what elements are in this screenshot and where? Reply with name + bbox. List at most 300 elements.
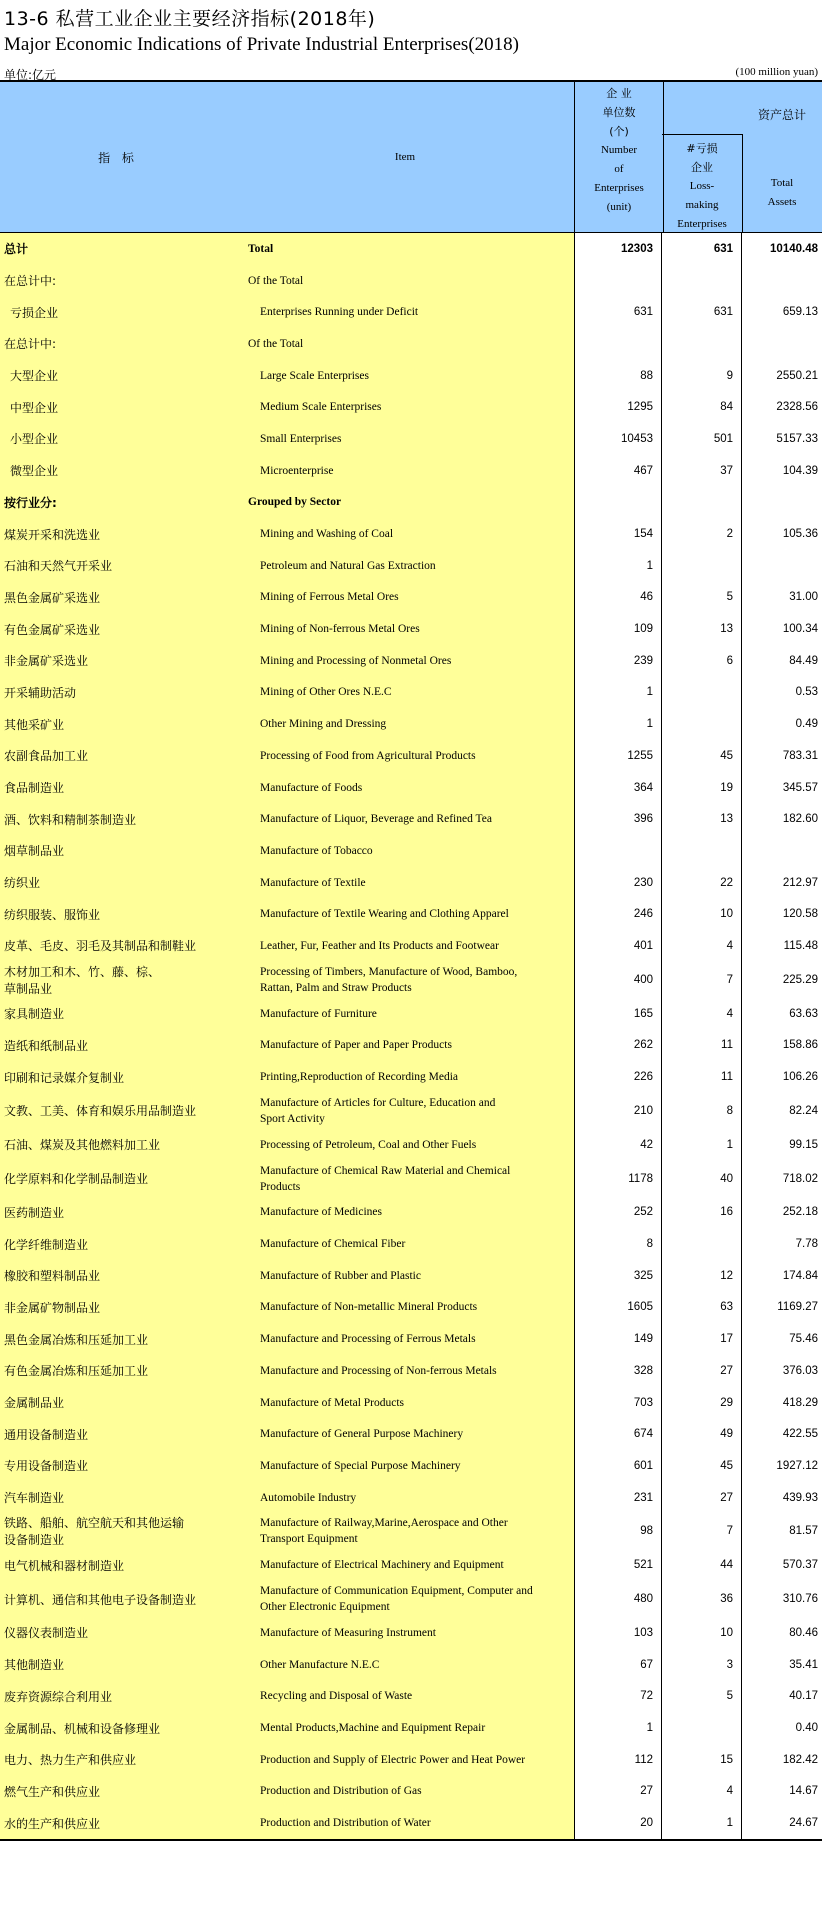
header-num-enterprises-line: 企 业 xyxy=(606,87,632,100)
table-row xyxy=(0,1681,822,1713)
row-total-assets xyxy=(742,550,822,582)
row-item-en: Large Scale Enterprises xyxy=(236,360,574,392)
row-total-assets: 81.57 xyxy=(789,1525,818,1538)
row-total-assets: 310.76 xyxy=(782,1593,818,1606)
table-row xyxy=(0,328,822,360)
row-indicator-cn: 微型企业 xyxy=(0,455,236,487)
table-row xyxy=(0,1355,822,1387)
row-loss-making: 4 xyxy=(662,1776,742,1808)
header-num-enterprises-line: of xyxy=(614,163,624,175)
row-total-assets: 783.31 xyxy=(782,749,818,762)
row-item-en: Production and Distribution of Water xyxy=(236,1807,574,1839)
row-loss-making: 45 xyxy=(662,1450,742,1482)
row-item-en: Small Enterprises xyxy=(236,423,574,455)
row-total-assets: 2328.56 xyxy=(776,401,818,414)
row-item-en: Manufacture of General Purpose Machinery xyxy=(236,1418,574,1450)
row-num-enterprises: 325 xyxy=(574,1260,662,1292)
row-num-enterprises xyxy=(574,835,662,867)
header-loss-making-line: 企业 xyxy=(691,161,713,174)
row-loss-making xyxy=(662,550,742,582)
row-num-enterprises: 103 xyxy=(574,1617,662,1649)
row-loss-making: 49 xyxy=(662,1418,742,1450)
row-indicator-cn: 其他制造业 xyxy=(0,1649,236,1681)
row-item-en: Processing of Timbers, Manufacture of Wood, Bamboo, Rattan, Palm and Straw Products xyxy=(236,962,574,998)
row-total-assets: 80.46 xyxy=(789,1626,818,1639)
row-loss-making: 27 xyxy=(662,1482,742,1514)
row-num-enterprises: 112 xyxy=(574,1744,662,1776)
row-loss-making xyxy=(662,328,742,360)
row-total-assets: 35.41 xyxy=(789,1658,818,1671)
row-num-enterprises: 42 xyxy=(574,1129,662,1161)
table-row xyxy=(0,1776,822,1808)
row-num-enterprises: 149 xyxy=(574,1323,662,1355)
row-indicator-cn: 纺织业 xyxy=(0,867,236,899)
row-indicator-cn: 化学原料和化学制品制造业 xyxy=(0,1161,236,1197)
row-item-en: Manufacture of Furniture xyxy=(236,998,574,1030)
header-total-assets-en-line: Total xyxy=(770,177,794,189)
row-num-enterprises: 109 xyxy=(574,613,662,645)
row-indicator-cn: 金属制品业 xyxy=(0,1387,236,1419)
row-indicator-cn: 烟草制品业 xyxy=(0,835,236,867)
row-loss-making: 631 xyxy=(662,296,742,328)
row-total-assets: 174.84 xyxy=(782,1269,818,1282)
row-num-enterprises: 20 xyxy=(574,1807,662,1839)
row-num-enterprises: 262 xyxy=(574,1030,662,1062)
header-num-enterprises-line: Number xyxy=(600,144,638,156)
row-total-assets: 106.26 xyxy=(782,1071,818,1084)
row-total-assets: 120.58 xyxy=(782,908,818,921)
table-row xyxy=(0,1807,822,1839)
row-loss-making: 15 xyxy=(662,1744,742,1776)
row-total-assets: 570.37 xyxy=(782,1559,818,1572)
row-total-assets: 75.46 xyxy=(789,1333,818,1346)
row-loss-making: 13 xyxy=(662,803,742,835)
row-item-en: Grouped by Sector xyxy=(236,487,574,519)
row-indicator-cn: 按行业分: xyxy=(0,487,236,519)
row-num-enterprises: 252 xyxy=(574,1197,662,1229)
table-row xyxy=(0,962,822,998)
row-item-en: Manufacture of Textile xyxy=(236,867,574,899)
row-total-assets: 5157.33 xyxy=(776,432,818,445)
page-title-en: Major Economic Indications of Private Industrial Enterprises(2018) xyxy=(4,34,519,55)
row-indicator-cn: 电力、热力生产和供应业 xyxy=(0,1744,236,1776)
row-loss-making: 11 xyxy=(662,1061,742,1093)
row-loss-making: 29 xyxy=(662,1387,742,1419)
row-num-enterprises: 12303 xyxy=(574,233,662,265)
row-indicator-cn: 专用设备制造业 xyxy=(0,1450,236,1482)
row-indicator-cn: 医药制造业 xyxy=(0,1197,236,1229)
row-num-enterprises: 210 xyxy=(574,1093,662,1129)
table-row xyxy=(0,1450,822,1482)
row-item-en: Mining of Non-ferrous Metal Ores xyxy=(236,613,574,645)
table-row xyxy=(0,1581,822,1617)
table-row xyxy=(0,1323,822,1355)
row-loss-making: 1 xyxy=(662,1129,742,1161)
row-item-en: Manufacture of Electrical Machinery and Equipment xyxy=(236,1549,574,1581)
row-item-en: Production and Distribution of Gas xyxy=(236,1776,574,1808)
row-loss-making: 6 xyxy=(662,645,742,677)
row-loss-making: 7 xyxy=(662,962,742,998)
unit-label-cn: 单位:亿元 xyxy=(4,68,57,82)
row-total-assets: 84.49 xyxy=(789,654,818,667)
row-num-enterprises: 400 xyxy=(574,962,662,998)
row-indicator-cn: 橡胶和塑料制品业 xyxy=(0,1260,236,1292)
row-num-enterprises: 631 xyxy=(574,296,662,328)
row-num-enterprises xyxy=(574,265,662,297)
row-loss-making: 5 xyxy=(662,1681,742,1713)
row-item-en: Mining and Processing of Nonmetal Ores xyxy=(236,645,574,677)
row-num-enterprises: 10453 xyxy=(574,423,662,455)
row-loss-making: 45 xyxy=(662,740,742,772)
row-total-assets: 376.03 xyxy=(782,1364,818,1377)
row-total-assets: 0.53 xyxy=(795,686,818,699)
header-total-assets-cn: 资产总计 xyxy=(757,108,806,122)
table-row xyxy=(0,645,822,677)
row-indicator-cn: 非金属矿物制品业 xyxy=(0,1292,236,1324)
table-row xyxy=(0,1617,822,1649)
table-row xyxy=(0,1030,822,1062)
row-item-en: Manufacture of Special Purpose Machinery xyxy=(236,1450,574,1482)
row-indicator-cn: 计算机、通信和其他电子设备制造业 xyxy=(0,1581,236,1617)
row-total-assets: 1927.12 xyxy=(776,1459,818,1472)
row-loss-making: 17 xyxy=(662,1323,742,1355)
row-loss-making: 10 xyxy=(662,1617,742,1649)
header-num-enterprises xyxy=(574,82,664,232)
row-num-enterprises: 98 xyxy=(574,1513,662,1549)
row-total-assets: 115.48 xyxy=(783,939,818,952)
row-num-enterprises xyxy=(574,328,662,360)
row-indicator-cn: 黑色金属冶炼和压延加工业 xyxy=(0,1323,236,1355)
row-indicator-cn: 大型企业 xyxy=(0,360,236,392)
row-item-en: Other Manufacture N.E.C xyxy=(236,1649,574,1681)
header-total-assets-en-line: Assets xyxy=(767,196,797,208)
table-row xyxy=(0,613,822,645)
row-loss-making: 36 xyxy=(662,1581,742,1617)
row-item-en: Mining and Washing of Coal xyxy=(236,518,574,550)
row-total-assets xyxy=(742,328,822,360)
table-row xyxy=(0,1093,822,1129)
table-row xyxy=(0,487,822,519)
table-body xyxy=(0,233,822,1839)
row-total-assets: 2550.21 xyxy=(776,369,818,382)
row-indicator-cn: 燃气生产和供应业 xyxy=(0,1776,236,1808)
row-total-assets: 31.00 xyxy=(789,591,818,604)
table-row xyxy=(0,1712,822,1744)
row-num-enterprises: 521 xyxy=(574,1549,662,1581)
row-indicator-cn: 亏损企业 xyxy=(0,296,236,328)
row-loss-making: 4 xyxy=(662,930,742,962)
row-indicator-cn: 非金属矿采选业 xyxy=(0,645,236,677)
table-row xyxy=(0,423,822,455)
row-indicator-cn: 石油和天然气开采业 xyxy=(0,550,236,582)
row-loss-making: 37 xyxy=(662,455,742,487)
row-indicator-cn: 农副食品加工业 xyxy=(0,740,236,772)
row-item-en: Printing,Reproduction of Recording Media xyxy=(236,1061,574,1093)
row-loss-making: 27 xyxy=(662,1355,742,1387)
row-indicator-cn: 汽车制造业 xyxy=(0,1482,236,1514)
row-item-en: Manufacture of Non-metallic Mineral Products xyxy=(236,1292,574,1324)
row-item-en: Microenterprise xyxy=(236,455,574,487)
row-indicator-cn: 造纸和纸制品业 xyxy=(0,1030,236,1062)
row-item-en: Manufacture of Medicines xyxy=(236,1197,574,1229)
row-num-enterprises: 1605 xyxy=(574,1292,662,1324)
header-num-enterprises-line: 单位数 xyxy=(602,106,636,119)
table-row xyxy=(0,930,822,962)
row-indicator-cn: 有色金属冶炼和压延加工业 xyxy=(0,1355,236,1387)
row-indicator-cn: 在总计中: xyxy=(0,265,236,297)
row-total-assets: 105.36 xyxy=(782,528,818,541)
row-loss-making: 631 xyxy=(662,233,742,265)
table-row xyxy=(0,898,822,930)
row-num-enterprises: 46 xyxy=(574,582,662,614)
table-row xyxy=(0,677,822,709)
row-indicator-cn: 木材加工和木、竹、藤、棕、 草制品业 xyxy=(0,962,236,998)
row-loss-making: 16 xyxy=(662,1197,742,1229)
row-item-en: Manufacture of Communication Equipment, Computer and Other Electronic Equipment xyxy=(236,1581,574,1617)
row-item-en: Total xyxy=(236,233,574,265)
row-total-assets: 0.40 xyxy=(795,1722,818,1735)
table-row xyxy=(0,708,822,740)
row-loss-making xyxy=(662,1712,742,1744)
table-row xyxy=(0,550,822,582)
row-total-assets: 10140.48 xyxy=(770,242,818,255)
row-indicator-cn: 纺织服装、服饰业 xyxy=(0,898,236,930)
row-total-assets: 63.63 xyxy=(789,1007,818,1020)
table-row xyxy=(0,1549,822,1581)
row-total-assets: 182.42 xyxy=(782,1753,818,1766)
table-row xyxy=(0,1482,822,1514)
row-loss-making xyxy=(662,487,742,519)
table-row xyxy=(0,1260,822,1292)
row-item-en: Manufacture of Liquor, Beverage and Refined Tea xyxy=(236,803,574,835)
row-loss-making xyxy=(662,835,742,867)
row-num-enterprises: 480 xyxy=(574,1581,662,1617)
row-num-enterprises: 230 xyxy=(574,867,662,899)
row-num-enterprises: 154 xyxy=(574,518,662,550)
row-item-en: Other Mining and Dressing xyxy=(236,708,574,740)
row-num-enterprises: 88 xyxy=(574,360,662,392)
table-row xyxy=(0,1061,822,1093)
table-row xyxy=(0,835,822,867)
row-total-assets: 345.57 xyxy=(782,781,818,794)
row-total-assets: 104.39 xyxy=(782,464,818,477)
row-total-assets: 659.13 xyxy=(782,306,818,319)
row-item-en: Of the Total xyxy=(236,328,574,360)
row-indicator-cn: 家具制造业 xyxy=(0,998,236,1030)
row-item-en: Manufacture of Railway,Marine,Aerospace and Other Transport Equipment xyxy=(236,1513,574,1549)
row-num-enterprises: 1295 xyxy=(574,391,662,423)
row-num-enterprises: 8 xyxy=(574,1228,662,1260)
row-num-enterprises: 1 xyxy=(574,708,662,740)
row-total-assets: 24.67 xyxy=(789,1817,818,1830)
row-total-assets xyxy=(742,835,822,867)
row-indicator-cn: 开采辅助活动 xyxy=(0,677,236,709)
row-loss-making: 9 xyxy=(662,360,742,392)
row-item-en: Mental Products,Machine and Equipment Repair xyxy=(236,1712,574,1744)
row-total-assets: 99.15 xyxy=(789,1138,818,1151)
row-total-assets: 1169.27 xyxy=(777,1301,818,1314)
row-loss-making xyxy=(662,677,742,709)
row-total-assets: 418.29 xyxy=(782,1396,818,1409)
row-total-assets: 422.55 xyxy=(782,1428,818,1441)
row-loss-making: 11 xyxy=(662,1030,742,1062)
header-num-enterprises-line: (unit) xyxy=(606,201,632,213)
row-total-assets xyxy=(742,487,822,519)
row-indicator-cn: 酒、饮料和精制茶制造业 xyxy=(0,803,236,835)
row-indicator-cn: 总计 xyxy=(0,233,236,265)
row-total-assets: 718.02 xyxy=(782,1172,818,1185)
row-indicator-cn: 化学纤维制造业 xyxy=(0,1228,236,1260)
table-row xyxy=(0,1513,822,1549)
row-loss-making: 2 xyxy=(662,518,742,550)
row-loss-making: 12 xyxy=(662,1260,742,1292)
row-num-enterprises: 601 xyxy=(574,1450,662,1482)
row-num-enterprises: 1 xyxy=(574,1712,662,1744)
row-item-en: Production and Supply of Electric Power and Heat Power xyxy=(236,1744,574,1776)
row-indicator-cn: 在总计中: xyxy=(0,328,236,360)
row-item-en: Manufacture of Paper and Paper Products xyxy=(236,1030,574,1062)
row-item-en: Processing of Petroleum, Coal and Other Fuels xyxy=(236,1129,574,1161)
row-item-en: Leather, Fur, Feather and Its Products and Footwear xyxy=(236,930,574,962)
table-row xyxy=(0,1161,822,1197)
row-total-assets xyxy=(742,265,822,297)
row-loss-making: 19 xyxy=(662,772,742,804)
row-num-enterprises: 328 xyxy=(574,1355,662,1387)
row-indicator-cn: 仪器仪表制造业 xyxy=(0,1617,236,1649)
table-row xyxy=(0,1129,822,1161)
table-row xyxy=(0,582,822,614)
row-total-assets: 252.18 xyxy=(782,1206,818,1219)
row-loss-making: 4 xyxy=(662,998,742,1030)
row-item-en: Manufacture and Processing of Non-ferrous Metals xyxy=(236,1355,574,1387)
row-item-en: Manufacture of Articles for Culture, Education and Sport Activity xyxy=(236,1093,574,1129)
table-row xyxy=(0,391,822,423)
header-item: Item xyxy=(394,151,416,163)
row-num-enterprises: 226 xyxy=(574,1061,662,1093)
row-total-assets: 439.93 xyxy=(782,1491,818,1504)
row-num-enterprises: 401 xyxy=(574,930,662,962)
header-loss-making-line: #亏损 xyxy=(686,142,718,155)
row-item-en: Mining of Ferrous Metal Ores xyxy=(236,582,574,614)
row-loss-making: 8 xyxy=(662,1093,742,1129)
row-item-en: Manufacture of Chemical Fiber xyxy=(236,1228,574,1260)
row-item-en: Manufacture of Metal Products xyxy=(236,1387,574,1419)
row-num-enterprises: 1255 xyxy=(574,740,662,772)
header-loss-making-line: Loss- xyxy=(689,180,715,192)
table-row xyxy=(0,740,822,772)
data-table xyxy=(0,80,822,1841)
row-total-assets: 100.34 xyxy=(782,623,818,636)
row-indicator-cn: 废弃资源综合利用业 xyxy=(0,1681,236,1713)
row-loss-making xyxy=(662,708,742,740)
row-total-assets: 40.17 xyxy=(789,1690,818,1703)
row-num-enterprises: 467 xyxy=(574,455,662,487)
row-indicator-cn: 电气机械和器材制造业 xyxy=(0,1549,236,1581)
row-loss-making: 84 xyxy=(662,391,742,423)
row-item-en: Medium Scale Enterprises xyxy=(236,391,574,423)
row-num-enterprises xyxy=(574,487,662,519)
table-row xyxy=(0,803,822,835)
row-indicator-cn: 食品制造业 xyxy=(0,772,236,804)
table-row xyxy=(0,1387,822,1419)
row-item-en: Manufacture of Foods xyxy=(236,772,574,804)
row-item-en: Manufacture of Rubber and Plastic xyxy=(236,1260,574,1292)
row-total-assets: 82.24 xyxy=(789,1104,818,1117)
row-num-enterprises: 364 xyxy=(574,772,662,804)
row-indicator-cn: 金属制品、机械和设备修理业 xyxy=(0,1712,236,1744)
header-total-assets xyxy=(742,82,822,232)
table-row xyxy=(0,1744,822,1776)
row-indicator-cn: 水的生产和供应业 xyxy=(0,1807,236,1839)
row-item-en: Recycling and Disposal of Waste xyxy=(236,1681,574,1713)
row-total-assets: 14.67 xyxy=(789,1785,818,1798)
row-indicator-cn: 小型企业 xyxy=(0,423,236,455)
row-num-enterprises: 67 xyxy=(574,1649,662,1681)
table-row xyxy=(0,455,822,487)
header-loss-making-line: making xyxy=(685,199,719,211)
table-row xyxy=(0,233,822,265)
row-loss-making: 3 xyxy=(662,1649,742,1681)
row-loss-making xyxy=(662,1228,742,1260)
row-item-en: Manufacture and Processing of Ferrous Metals xyxy=(236,1323,574,1355)
table-row xyxy=(0,772,822,804)
table-row xyxy=(0,867,822,899)
row-total-assets: 158.86 xyxy=(782,1039,818,1052)
table-row xyxy=(0,296,822,328)
header-indicator: 指 标 xyxy=(98,150,138,165)
row-num-enterprises: 239 xyxy=(574,645,662,677)
table-row xyxy=(0,360,822,392)
header-loss-making xyxy=(662,134,743,232)
row-num-enterprises: 27 xyxy=(574,1776,662,1808)
row-num-enterprises: 165 xyxy=(574,998,662,1030)
row-item-en: Manufacture of Textile Wearing and Clothing Apparel xyxy=(236,898,574,930)
page-title-cn: 13-6 私营工业企业主要经济指标(2018年) xyxy=(4,8,376,30)
header-loss-making-line: Enterprises xyxy=(677,218,727,230)
row-num-enterprises: 231 xyxy=(574,1482,662,1514)
row-loss-making: 13 xyxy=(662,613,742,645)
row-indicator-cn: 有色金属矿采选业 xyxy=(0,613,236,645)
table-row xyxy=(0,518,822,550)
row-loss-making: 7 xyxy=(662,1513,742,1549)
table-row xyxy=(0,998,822,1030)
row-item-en: Processing of Food from Agricultural Products xyxy=(236,740,574,772)
row-indicator-cn: 黑色金属矿采选业 xyxy=(0,582,236,614)
row-loss-making: 40 xyxy=(662,1161,742,1197)
row-indicator-cn: 铁路、船舶、航空航天和其他运输 设备制造业 xyxy=(0,1513,236,1549)
row-indicator-cn: 煤炭开采和洗选业 xyxy=(0,518,236,550)
table-row xyxy=(0,1228,822,1260)
row-num-enterprises: 72 xyxy=(574,1681,662,1713)
row-indicator-cn: 通用设备制造业 xyxy=(0,1418,236,1450)
row-loss-making: 1 xyxy=(662,1807,742,1839)
row-indicator-cn: 中型企业 xyxy=(0,391,236,423)
row-indicator-cn: 其他采矿业 xyxy=(0,708,236,740)
row-item-en: Mining of Other Ores N.E.C xyxy=(236,677,574,709)
row-item-en: Automobile Industry xyxy=(236,1482,574,1514)
row-indicator-cn: 文教、工美、体育和娱乐用品制造业 xyxy=(0,1093,236,1129)
row-loss-making: 501 xyxy=(662,423,742,455)
table-row xyxy=(0,1292,822,1324)
row-num-enterprises: 1 xyxy=(574,677,662,709)
row-num-enterprises: 396 xyxy=(574,803,662,835)
row-item-en: Petroleum and Natural Gas Extraction xyxy=(236,550,574,582)
row-num-enterprises: 1 xyxy=(574,550,662,582)
row-total-assets: 7.78 xyxy=(795,1238,818,1251)
row-num-enterprises: 1178 xyxy=(574,1161,662,1197)
row-loss-making: 63 xyxy=(662,1292,742,1324)
row-item-en: Enterprises Running under Deficit xyxy=(236,296,574,328)
